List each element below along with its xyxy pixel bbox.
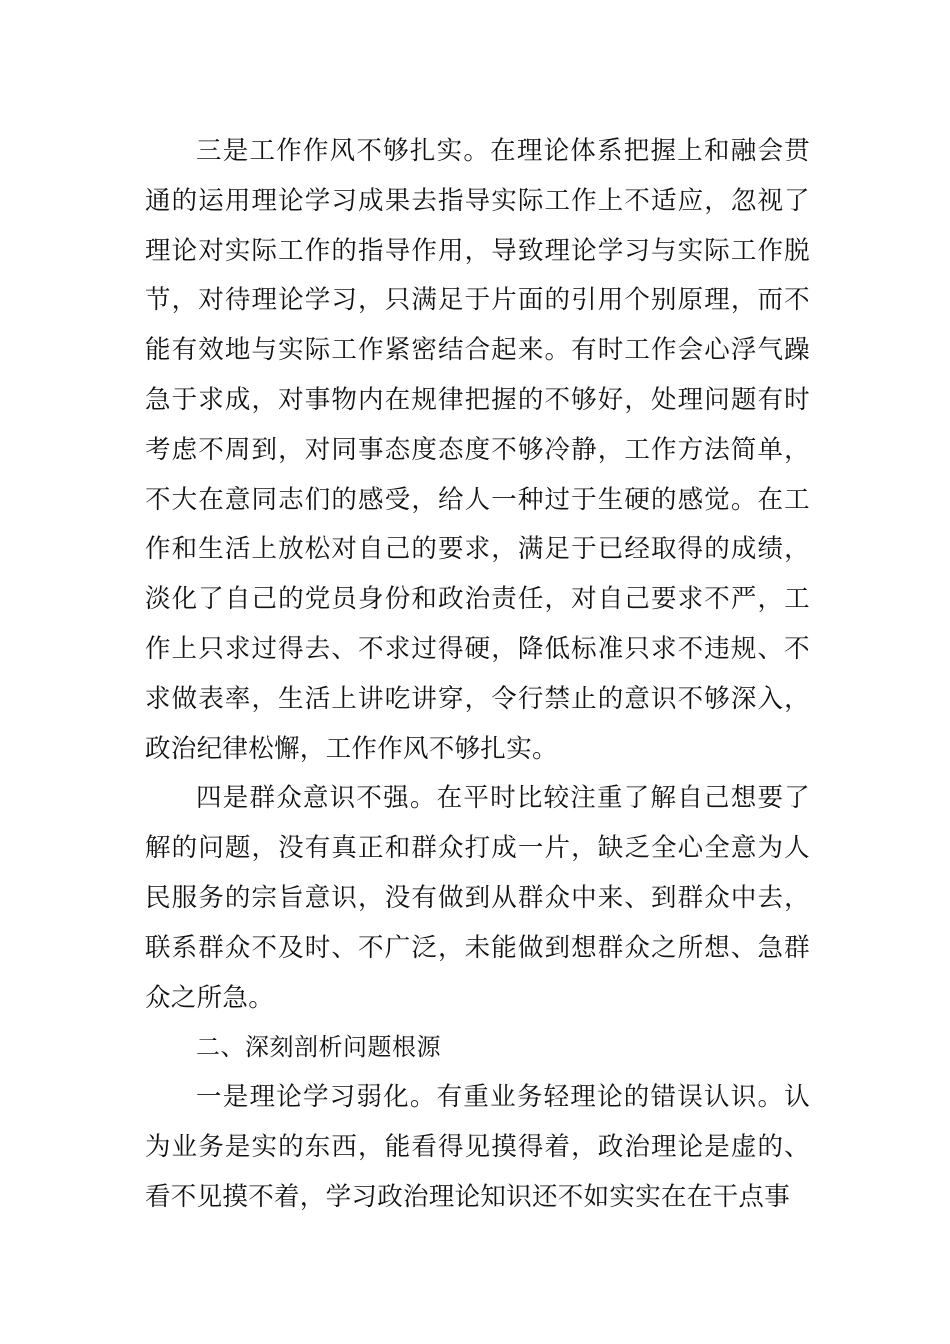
paragraph-mass-awareness: 四是群众意识不强。在平时比较注重了解自己想要了解的问题，没有真正和群众打成一片，缺乏全心全意为人民服务的宗旨意识，没有做到从群众中来、到群众中去，联系群众不及时、不广泛，未能做到想群众之所想、急群众之所急。: [145, 783, 810, 1013]
section-heading-root-causes: 二、深刻剖析问题根源: [196, 1033, 441, 1062]
paragraph-work-style: 三是工作作风不够扎实。在理论体系把握上和融会贯通的运用理论学习成果去指导实际工作上不适应，忽视了理论对实际工作的指导作用，导致理论学习与实际工作脱节，对待理论学习，只满足于片面的引用个别原理，而不能有效地与实际工作紧密结合起来。有时工作会心浮气躁急于求成，对事物内在规律把握的不够好，处理问题有时考虑不周到，对同事态度态度不够冷静，工作方法简单，不大在意同志们的感受，给人一种过于生硬的感觉。在工作和生活上放松对自己的要求，满足于已经取得的成绩，淡化了自己的党员身份和政治责任，对自己要求不严，工作上只求过得去、不求过得硬，降低标准只求不违规、不求做表率，生活上讲吃讲穿，令行禁止的意识不够深入，政治纪律松懈，工作作风不够扎实。: [145, 136, 810, 764]
document-body: [145, 127, 810, 1223]
paragraph-theory-study: 一是理论学习弱化。有重业务轻理论的错误认识。认为业务是实的东西，能看得见摸得着，政治理论是虚的、看不见摸不着，学习政治理论知识还不如实实在在干点事: [145, 1082, 810, 1212]
